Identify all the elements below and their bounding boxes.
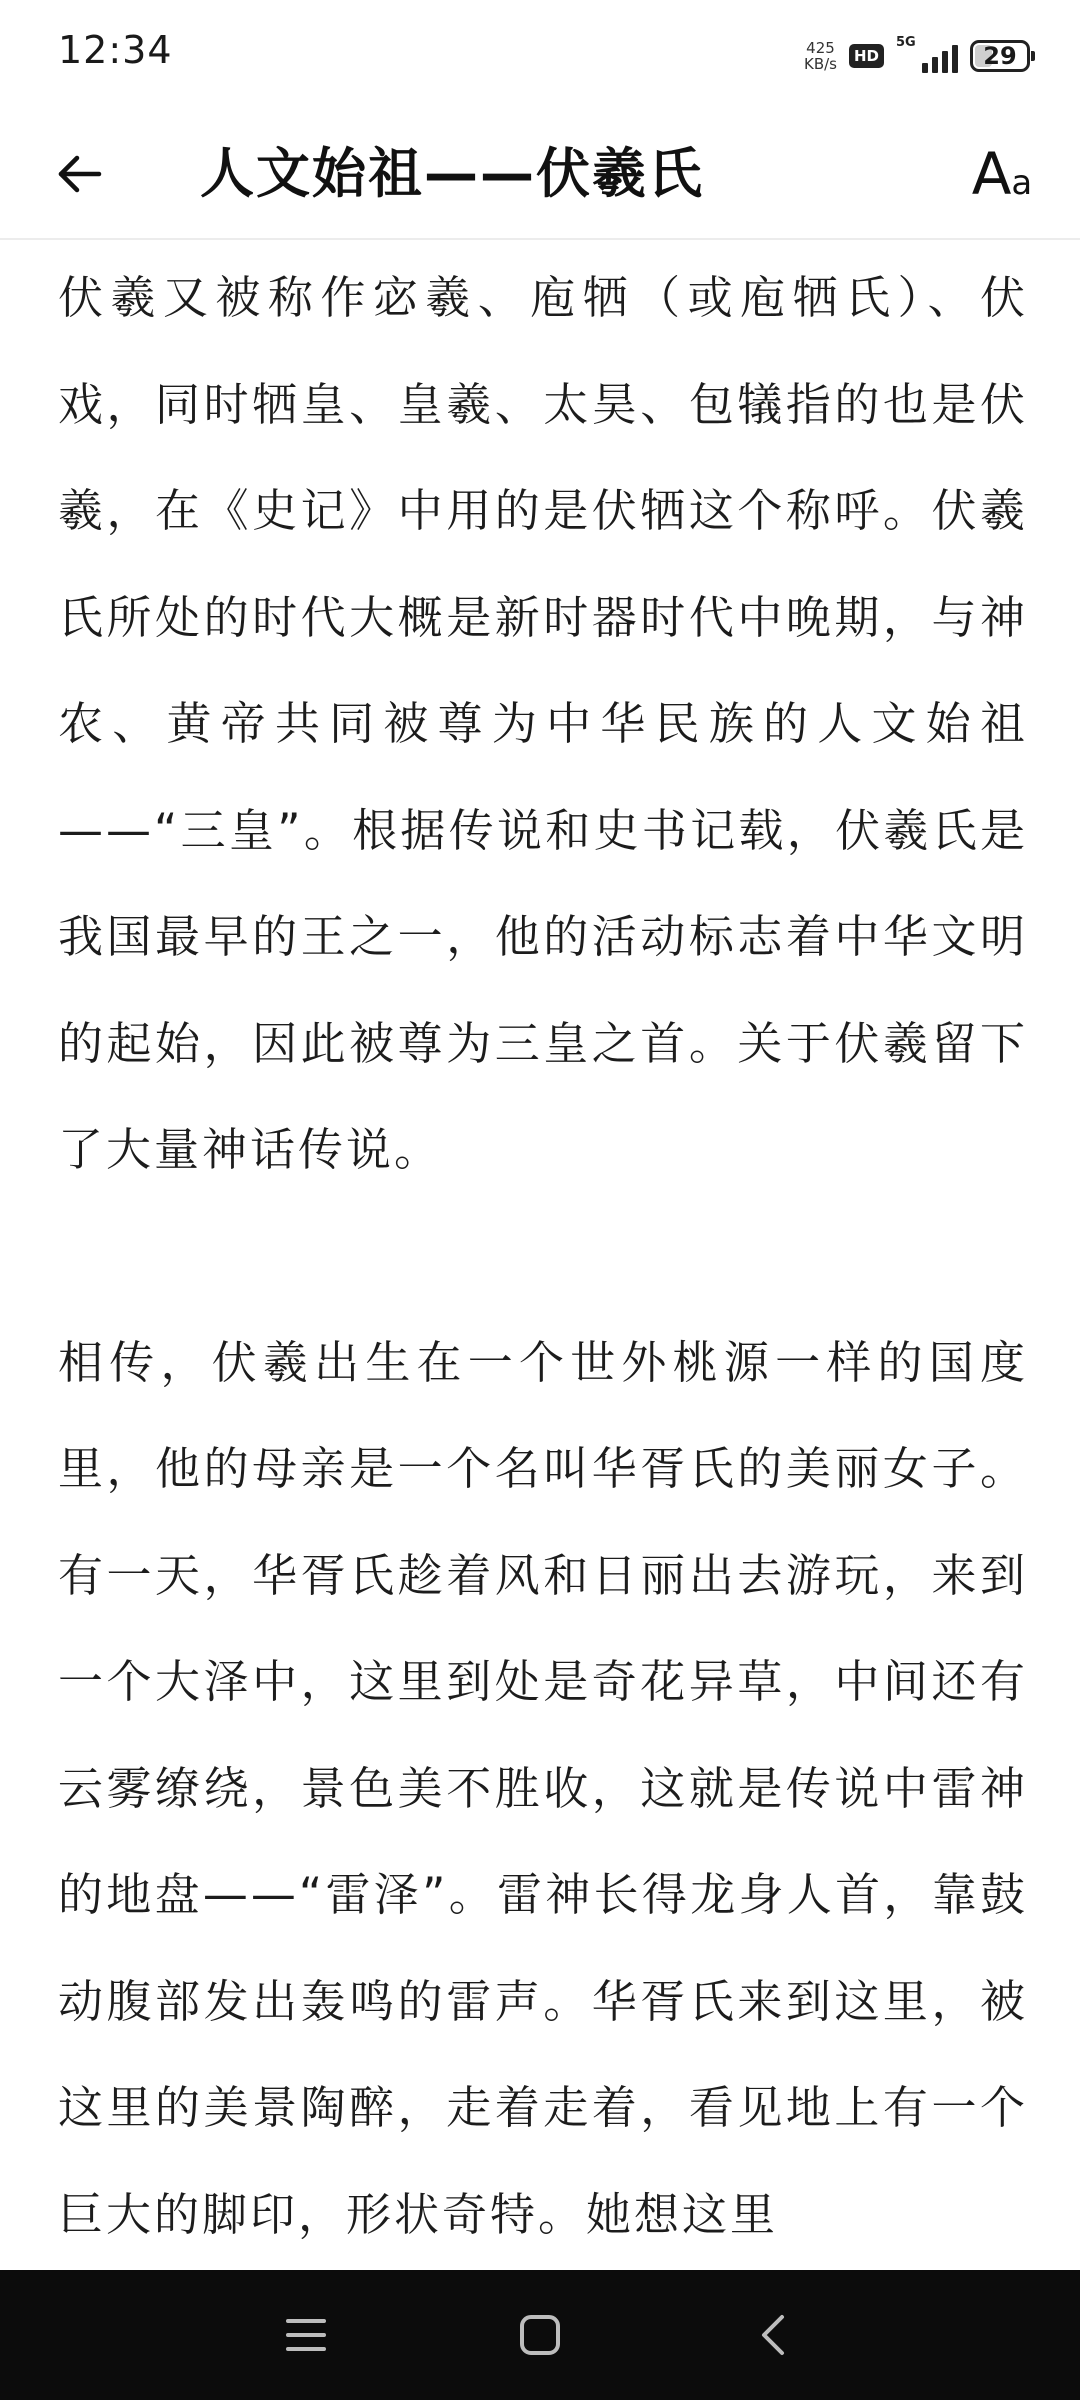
system-nav-bar (0, 2270, 1080, 2400)
status-icons (804, 34, 1030, 78)
arrow-left-icon (55, 149, 105, 199)
page-title: 人文始祖——伏羲氏 (200, 142, 704, 205)
status-time: 12:34 (58, 28, 173, 72)
article-paragraph: 相传，伏羲出生在一个世外桃源一样的国度里，他的母亲是一个名叫华胥氏的美丽女子。有一天，华胥氏趁着风和日丽出去游玩，来到一个大泽中，这里到处是奇花异草，中间还有云雾缭绕，景色美不胜收，这就是传说中雷神的地盘——“雷泽”。雷神长得龙身人首，靠鼓动腹部发出轰鸣的雷声。华胥氏来到这里，被这里的美景陶醉，走着走着，看见地上有一个巨大的脚印，形状奇特。她想这里 (58, 1335, 1028, 2241)
network-type-label: 5G (896, 35, 916, 50)
menu-lines-icon (284, 2315, 328, 2355)
home-square-icon (518, 2313, 562, 2357)
signal-icon (896, 35, 958, 73)
recent-apps-button[interactable] (266, 2300, 346, 2370)
article-paragraph: 伏羲又被称作宓羲、庖牺（或庖牺氏）、伏戏，同时牺皇、皇羲、太昊、包犠指的也是伏羲，在《史记》中用的是伏牺这个称呼。伏羲氏所处的时代大概是新时器时代中晚期，与神农、黄帝共同被尊为中华民族的人文始祖——“三皇”。根据传说和史书记载，伏羲氏是我国最早的王之一，他的活动标志着中华文明的起始，因此被尊为三皇之首。关于伏羲留下了大量神话传说。 (58, 271, 1028, 1176)
app-header (0, 110, 1080, 240)
battery-icon (970, 40, 1030, 72)
network-speed (804, 40, 837, 72)
font-size-icon-small: a (1011, 163, 1033, 203)
back-button[interactable] (40, 134, 120, 214)
font-size-icon-large: A (971, 140, 1012, 208)
network-speed-unit: KB/s (803, 55, 837, 73)
hd-badge: HD (849, 44, 884, 68)
font-size-button[interactable] (962, 136, 1042, 216)
status-bar (0, 0, 1080, 110)
chevron-left-icon (754, 2313, 794, 2357)
home-button[interactable] (500, 2300, 580, 2370)
system-back-button[interactable] (734, 2300, 814, 2370)
article-body[interactable] (58, 245, 1028, 2265)
network-speed-value: 425 (806, 39, 835, 57)
battery-level: 29 (983, 42, 1017, 70)
